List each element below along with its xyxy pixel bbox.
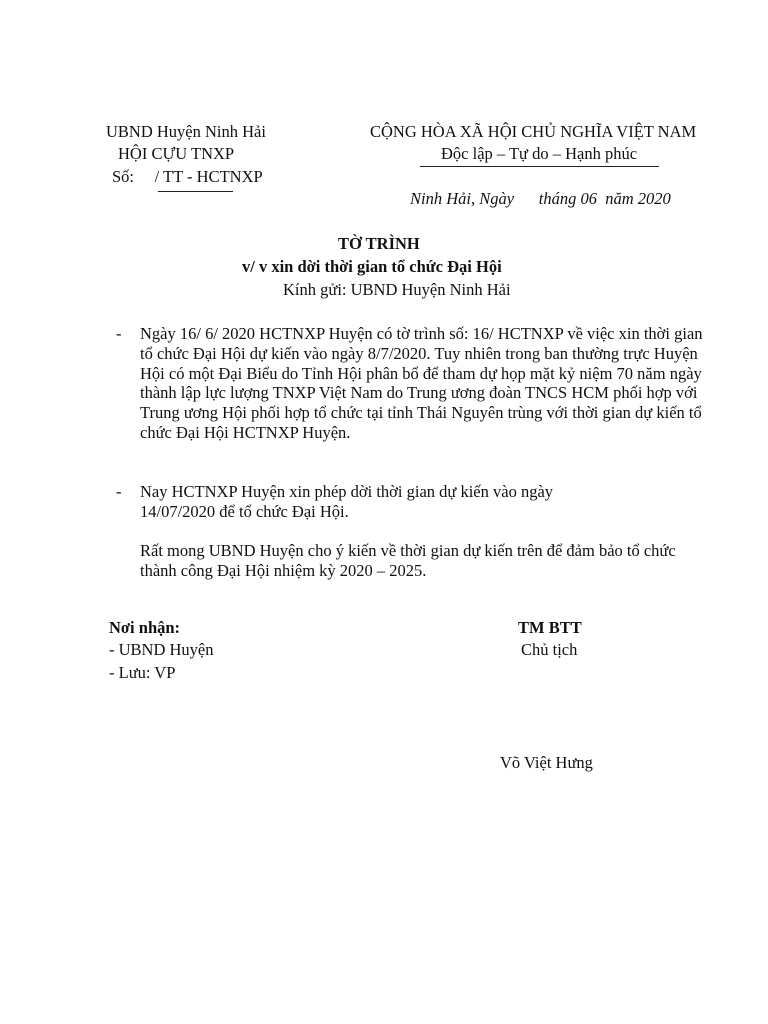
signature-heading: TM BTT (518, 618, 582, 637)
motto-rule (420, 166, 659, 167)
document-title: TỜ TRÌNH (338, 234, 420, 253)
doc-number: Số: / TT - HCTNXP (112, 167, 263, 186)
recipients-item-2: - Lưu: VP (109, 663, 176, 682)
body-item-2: Nay HCTNXP Huyện xin phép dời thời gian dự kiến vào ngày 14/07/2020 để tổ chức Đại Hội. (140, 482, 554, 521)
place-date: Ninh Hải, Ngày tháng 06 năm 2020 (410, 189, 671, 208)
signer-name: Võ Việt Hưng (500, 753, 593, 772)
recipients-item-1: - UBND Huyện (109, 640, 214, 659)
signature-title: Chủ tịch (521, 640, 578, 659)
document-subject: v/ v xin dời thời gian tổ chức Đại Hội (242, 257, 502, 276)
recipients-heading: Nơi nhận: (109, 618, 181, 637)
closing-paragraph: Rất mong UBND Huyện cho ý kiến về thời gian dự kiến trên để đảm bảo tổ chức thành công Đại Hội nhiệm kỳ 2020 – 2025. (140, 541, 676, 580)
nation-title: CỘNG HÒA XÃ HỘI CHỦ NGHĨA VIỆT NAM (370, 122, 697, 141)
bullet-dash-2: - (116, 482, 122, 501)
recipient-line: Kính gửi: UBND Huyện Ninh Hải (283, 280, 511, 299)
motto: Độc lập – Tự do – Hạnh phúc (441, 144, 638, 163)
bullet-dash-1: - (116, 324, 122, 343)
org-line-1: UBND Huyện Ninh Hải (106, 122, 266, 141)
doc-number-rule (158, 191, 233, 192)
body-item-1: Ngày 16/ 6/ 2020 HCTNXP Huyện có tờ trình số: 16/ HCTNXP về việc xin thời gian tổ chức Đại Hội dự kiến vào ngày 8/7/2020. Tuy nhiên trong ban thường trực Huyện Hội có một Đại Biểu do Tỉnh Hội phân bổ để tham dự họp mặt kỷ niệm 70 năm ngày thành lập lực lượng TNXP Việt Nam do Trung ương đoàn TNCS HCM phối hợp với Trung ương Hội phối hợp tổ chức tại tỉnh Thái Nguyên trùng với thời gian dự kiến tổ chức Đại Hội HCTNXP Huyện. (140, 324, 703, 442)
org-line-2: HỘI CỰU TNXP (118, 144, 235, 163)
